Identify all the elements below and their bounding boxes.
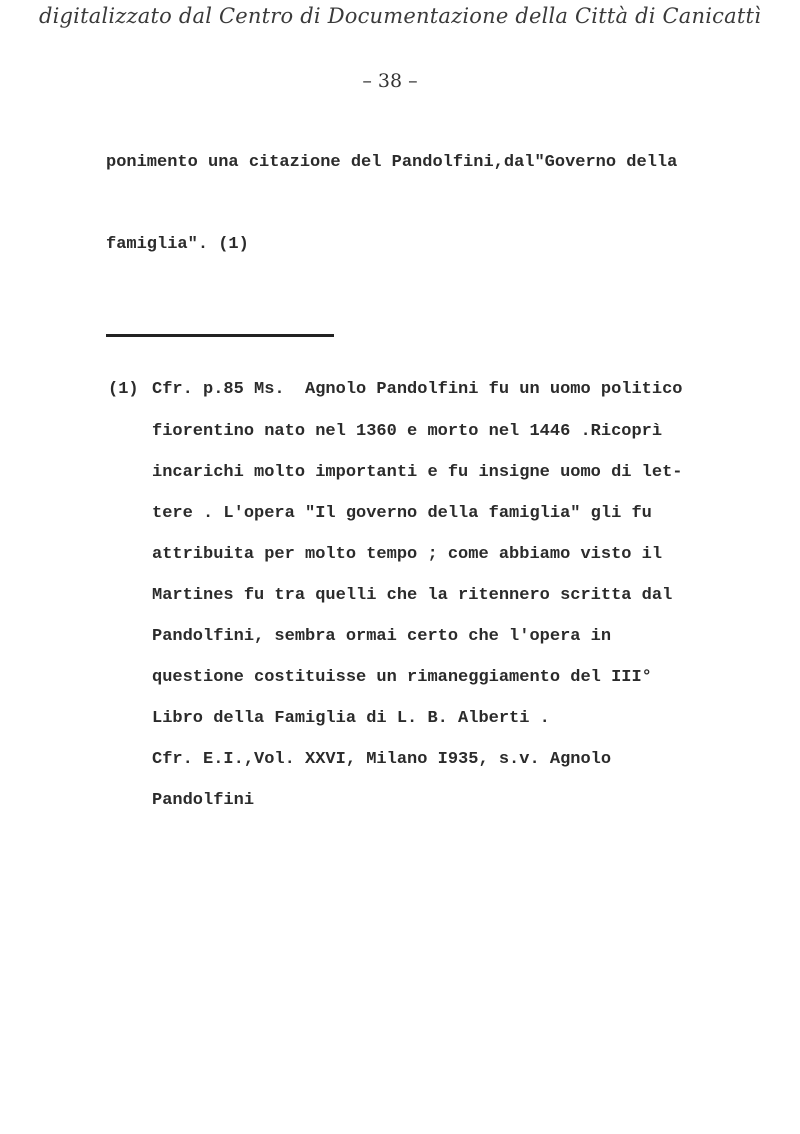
footnote-line: Libro della Famiglia di L. B. Alberti . bbox=[152, 709, 550, 728]
footnote-line: attribuita per molto tempo ; come abbiamo visto il bbox=[152, 545, 663, 564]
footnote-line: questione costituisse un rimaneggiamento del III° bbox=[152, 668, 652, 687]
footnote-line: Pandolfini bbox=[152, 791, 255, 810]
archive-watermark: digitalizzato dal Centro di Documentazione della Città di Canicattì bbox=[38, 4, 762, 28]
body-text-line: famiglia". (1) bbox=[106, 235, 249, 254]
footnote-line: Cfr. E.I.,Vol. XXVI, Milano I935, s.v. Agnolo bbox=[152, 750, 612, 769]
footnote-line: incarichi molto importanti e fu insigne uomo di let- bbox=[152, 463, 683, 482]
footnote-separator bbox=[106, 334, 334, 337]
footnote-line: tere . L'opera "Il governo della famiglia" gli fu bbox=[152, 504, 652, 523]
footnote-line: Martines fu tra quelli che la ritennero scritta dal bbox=[152, 586, 673, 605]
footnote-line: Cfr. p.85 Ms. Agnolo Pandolfini fu un uomo politico bbox=[152, 380, 683, 399]
footnote-marker: (1) bbox=[108, 380, 139, 399]
footnote-line: fiorentino nato nel 1360 e morto nel 1446 .Ricoprì bbox=[152, 422, 663, 441]
page-number: – 38 – bbox=[362, 70, 418, 92]
footnote-line: Pandolfini, sembra ormai certo che l'opera in bbox=[152, 627, 612, 646]
body-text-line: ponimento una citazione del Pandolfini,dal"Governo della bbox=[106, 153, 678, 172]
